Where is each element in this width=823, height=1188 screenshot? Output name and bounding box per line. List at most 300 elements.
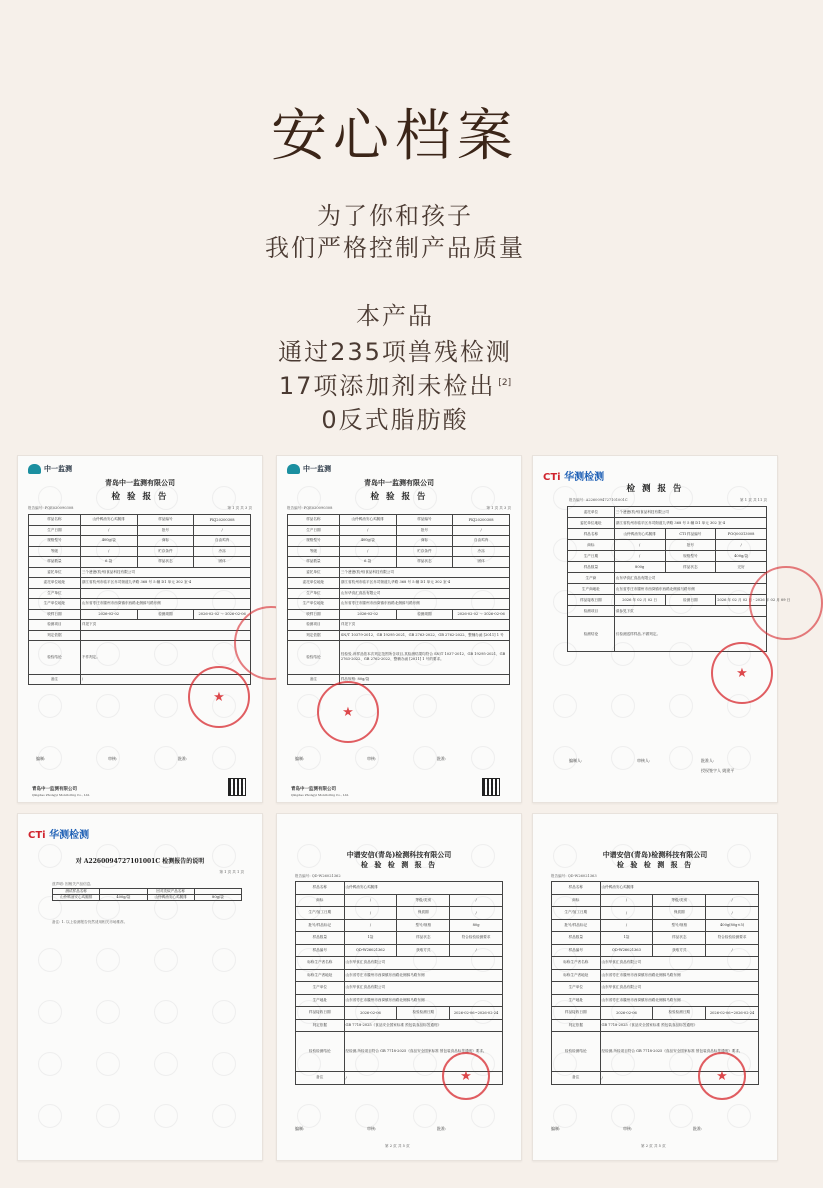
sign-label-compiled: 编制:: [551, 1126, 561, 1131]
table-value-cell: 山东华食汇食品有限公司: [600, 957, 758, 970]
table-value-cell: 详见下页: [80, 620, 250, 631]
table-row: [29, 546, 251, 557]
red-stamp-icon: [711, 642, 773, 704]
table-row: [288, 599, 510, 610]
table-label-cell: 等级: [29, 546, 81, 557]
watermark-icon: [154, 694, 178, 718]
table-value-cell: 800g: [614, 562, 665, 573]
table-label-cell: 样品接收日期: [552, 1007, 601, 1020]
table-label-cell: 批号: [137, 525, 194, 536]
statement-cell: 山伶鸭油安心鸡腿排: [53, 895, 100, 901]
statement-header: 回对类似产品名称: [147, 889, 194, 895]
table-value-cell: /: [706, 944, 759, 957]
watermark-icon: [669, 746, 693, 770]
footer-company-en: Qingdao Zhongyi Monitoring Co., Ltd.: [32, 793, 90, 797]
table-label-cell: 样品接收日期: [296, 1007, 345, 1020]
table-value-cell: /: [339, 546, 396, 557]
table-label-cell: 样品名称: [29, 515, 81, 526]
table-label-cell: 样品编号: [396, 515, 453, 526]
watermark-icon: [38, 694, 62, 718]
table-value-cell: QD-W26021363: [600, 944, 653, 957]
table-label-cell: 样品名称: [552, 882, 601, 895]
watermark-icon: [471, 746, 495, 770]
table-value-cell: 山东省枣庄市滕州市西岗镇东西路北侧薛马路东侧: [339, 599, 509, 610]
table-value-cell: /: [339, 525, 396, 536]
table-label-cell: 样品接收日期: [568, 595, 615, 606]
table-value-cell: 2026-02-02 ～ 2026-02-06: [194, 609, 251, 620]
table-row: [552, 957, 759, 970]
watermark-icon: [355, 1104, 379, 1128]
table-label-cell: 备注: [29, 674, 81, 685]
watermark-icon: [212, 1052, 236, 1076]
table-value-cell: 冷冻: [194, 546, 251, 557]
sign-label-approved: 批准:: [693, 1126, 703, 1131]
watermark-icon: [96, 948, 120, 972]
table-row: [296, 1019, 503, 1032]
report-page: 第 2 页 共 5 页: [641, 1144, 666, 1148]
watermark-icon: [669, 694, 693, 718]
watermark-icon: [727, 746, 751, 770]
qr-code-icon: [228, 778, 246, 796]
watermark-icon: [553, 694, 577, 718]
table-label-cell: 检验检测结论: [296, 1032, 345, 1072]
table-label-cell: 生产商地址: [568, 584, 615, 595]
table-row: [288, 578, 510, 589]
table-label-cell: 商标: [396, 536, 453, 547]
footer-company: 青岛中一监测有限公司: [32, 787, 77, 792]
table-row: [296, 894, 503, 907]
watermark-icon: [611, 694, 635, 718]
table-label-cell: 批号: [665, 540, 716, 551]
table-row: [296, 944, 503, 957]
table-label-cell: 批号: [396, 525, 453, 536]
red-stamp-icon: [698, 1052, 746, 1100]
table-row: [568, 507, 767, 518]
report-company: 青岛中一监测有限公司: [364, 478, 434, 487]
table-row: [296, 1007, 503, 1020]
watermark-icon: [154, 746, 178, 770]
table-value-cell: /: [450, 907, 503, 920]
watermark-icon: [611, 746, 635, 770]
table-label-cell: 委托单位地址: [568, 518, 615, 529]
table-label-cell: 样品状态: [396, 557, 453, 568]
table-row: [29, 525, 251, 536]
table-label-cell: 生产日期: [29, 525, 81, 536]
table-value-cell: /: [344, 907, 397, 920]
watermark-icon: [471, 1104, 495, 1128]
table-row: [568, 529, 767, 540]
table-value-cell: 6 袋: [80, 557, 137, 568]
table-value-cell: 2026-02-06: [344, 1007, 397, 1020]
table-value-cell: /: [600, 1072, 758, 1085]
table-value-cell: 浙江省杭州市临平区乔司街道九华路 368 号 5 幢 D1 单元 302 室-4: [614, 518, 766, 529]
table-row: [552, 882, 759, 895]
table-value-cell: 山伶鸭油安心鸡腿排: [339, 515, 396, 526]
red-stamp-icon: [442, 1052, 490, 1100]
table-label-cell: 等级/类别: [397, 894, 450, 907]
table-label-cell: 检测项目: [288, 620, 340, 631]
table-value-cell: 山东省枣庄市滕州市西岗镇东西路北侧薛马路东侧: [344, 994, 502, 1007]
table-value-cell: FKJ20200308: [453, 515, 510, 526]
table-value-cell: /: [600, 894, 653, 907]
table-value-cell: 400g/袋: [716, 551, 767, 562]
table-label-cell: 商标: [296, 894, 345, 907]
table-label-cell: 样品名称: [296, 882, 345, 895]
report-title: 检 验 检 测 报 告: [616, 860, 694, 869]
report-company: 中谱安信(青岛)检测科技有限公司: [602, 850, 708, 859]
table-row: [288, 674, 510, 685]
table-value-cell: /: [614, 551, 665, 562]
table-row: [29, 567, 251, 578]
table-label-cell: 生产单位地址: [288, 599, 340, 610]
report-number: 报告编号: FQE020090308: [287, 506, 333, 510]
watermark-icon: [96, 1104, 120, 1128]
table-label-cell: 判定依据: [552, 1019, 601, 1032]
claim-line-4: 0反式脂肪酸: [321, 406, 469, 434]
table-value-cell: 固体: [453, 557, 510, 568]
table-label-cell: 收样日期: [29, 609, 81, 620]
table-value-cell: 2026-02-02 ～ 2026-02-06: [453, 609, 510, 620]
table-label-cell: 委托单位地址: [288, 578, 340, 589]
statement-intro: 兹声明: 因相关产品信息,: [52, 882, 92, 886]
report-page: 第 1 页 共 11 页: [740, 498, 767, 502]
table-label-cell: 贮存条件: [137, 546, 194, 557]
table-label-cell: 委托单位: [568, 507, 615, 518]
table-label-cell: 样品编号: [296, 944, 345, 957]
report-title: 检 测 报 告: [626, 484, 684, 494]
report-number: 报告编号: FQE020090308: [28, 506, 74, 510]
statement-cell: 400g/袋: [100, 895, 147, 901]
table-value-cell: 详见下页: [339, 620, 509, 631]
watermark-icon: [96, 1052, 120, 1076]
watermark-icon: [38, 948, 62, 972]
table-label-cell: 检测项目: [29, 620, 81, 631]
sign-label-reviewed: 审核:: [623, 1126, 633, 1131]
table-value-cell: /: [706, 894, 759, 907]
table-value-cell: /: [614, 540, 665, 551]
table-label-cell: 判定依据: [29, 630, 81, 641]
watermark-icon: [297, 1104, 321, 1128]
table-row: [288, 536, 510, 547]
table-label-cell: 样品编号: [137, 515, 194, 526]
table-row: [29, 609, 251, 620]
report-company: 中谱安信(青岛)检测科技有限公司: [346, 850, 452, 859]
table-row: [288, 588, 510, 599]
watermark-icon: [154, 948, 178, 972]
table-label-cell: 备注: [552, 1072, 601, 1085]
watermark-icon: [38, 1104, 62, 1128]
cti-logo: CTi 华测检测: [28, 830, 90, 841]
table-label-cell: 样品名称: [568, 529, 615, 540]
sign-label-compiled: 编制:: [295, 756, 305, 761]
table-value-cell: /: [194, 525, 251, 536]
table-row: [552, 994, 759, 1007]
table-value-cell: GB 7718-2025《食品安全国家标准 预包装食品标签通则》: [344, 1019, 502, 1032]
table-label-cell: 样品数量: [552, 932, 601, 945]
watermark-icon: [727, 1104, 751, 1128]
table-label-cell: 样品数量: [296, 932, 345, 945]
statement-cell: 80g/袋: [194, 895, 241, 901]
table-row: [552, 982, 759, 995]
table-value-cell: 1袋: [344, 932, 397, 945]
table-value-cell: 山东省枣庄市滕州市西岗镇东西路北侧薛马路东侧: [600, 969, 758, 982]
table-value-cell: [80, 588, 250, 599]
approver-title: 授权签字人 姚建平: [701, 768, 735, 773]
table-row: [29, 536, 251, 547]
table-value-cell: 山东华食汇食品有限公司: [600, 982, 758, 995]
table-label-cell: 生产日期: [288, 525, 340, 536]
table-value-cell: /: [716, 540, 767, 551]
table-label-cell: 检验结论: [288, 641, 340, 675]
claim-line-3: [0, 366, 790, 401]
sign-label-reviewed: 审核:: [367, 1126, 377, 1131]
table-label-cell: 生产地址: [296, 994, 345, 1007]
table-row: [29, 630, 251, 641]
table-value-cell: 符合检验检测要求: [706, 932, 759, 945]
report-title: 检 验 报 告: [370, 492, 428, 502]
table-label-cell: 样品名称: [288, 515, 340, 526]
table-value-cell: 山伶鸭油安心鸡腿排: [80, 515, 137, 526]
table-label-cell: 样品状态: [653, 932, 706, 945]
table-row: [296, 994, 503, 1007]
table-value-cell: 400g(80g×5): [706, 919, 759, 932]
table-label-cell: 检测周期: [137, 609, 194, 620]
watermark-icon: [96, 694, 120, 718]
watermark-icon: [413, 746, 437, 770]
shield-logo-icon: [28, 464, 41, 474]
table-label-cell: 型号/规格: [653, 919, 706, 932]
report-table: [287, 514, 510, 685]
table-label-cell: 批号/样品标记: [296, 919, 345, 932]
table-row: [552, 907, 759, 920]
table-label-cell: 检验检测日期: [397, 1007, 450, 1020]
shield-logo-icon: [287, 464, 300, 474]
report-page: 第 1 页 共 3 页: [227, 506, 252, 510]
watermark-icon: [38, 1000, 62, 1024]
table-row: [29, 620, 251, 631]
table-label-cell: 规格型号: [29, 536, 81, 547]
table-value-cell: 山东华食汇食品有限公司: [344, 957, 502, 970]
table-label-cell: 等级: [288, 546, 340, 557]
table-row: [29, 578, 251, 589]
subtitle-line-2: 我们严格控制产品质量: [265, 234, 525, 262]
sign-label-approved: 批准人:: [701, 758, 715, 763]
table-label-cell: 检测结论: [568, 617, 615, 652]
table-label-cell: 判定依据: [296, 1019, 345, 1032]
table-label-cell: 检测日期: [665, 595, 716, 606]
table-value-cell: 自由鸡肉: [194, 536, 251, 547]
table-label-cell: 生产日期: [568, 551, 615, 562]
table-value-cell: 80g: [450, 919, 503, 932]
table-label-cell: 保质期: [653, 907, 706, 920]
table-value-cell: 样品规格: 80g/袋: [339, 674, 509, 685]
table-value-cell: 2026-02-06: [600, 1007, 653, 1020]
table-value-cell: 经检测,所检项目符合 GB 7718-2025《食品安全国家标准 预包装食品标签通则》要求。: [344, 1032, 502, 1072]
table-label-cell: 等级/类别: [653, 894, 706, 907]
table-row: [568, 595, 767, 606]
table-value-cell: 山东华食汇食品有限公司: [339, 588, 509, 599]
watermark-icon: [553, 1104, 577, 1128]
footer-company: 青岛中一监测有限公司: [291, 787, 336, 792]
watermark-icon: [154, 1052, 178, 1076]
table-value-cell: 山伶鸭油安心鸡腿排: [614, 529, 665, 540]
table-label-cell: CTI 样品编号: [665, 529, 716, 540]
watermark-icon: [413, 1104, 437, 1128]
table-row: [568, 540, 767, 551]
qr-code-icon: [482, 778, 500, 796]
table-value-cell: 山伶鸭油安心鸡腿排: [344, 882, 502, 895]
report-title: 检 验 报 告: [111, 492, 169, 502]
table-row: [552, 894, 759, 907]
sign-label-reviewed: 审核人:: [637, 758, 651, 763]
sign-label-compiled: 编制人:: [569, 758, 583, 763]
table-row: [296, 957, 503, 970]
table-row: [288, 515, 510, 526]
table-value-cell: 2026-02-02: [339, 609, 396, 620]
table-row: [29, 515, 251, 526]
watermark-icon: [38, 1052, 62, 1076]
zhongyi-logo: 中一监测: [28, 464, 72, 474]
table-label-cell: 生产地址: [552, 994, 601, 1007]
table-row: [288, 630, 510, 641]
table-value-cell: 山东省枣庄市滕州市西岗镇东西路北侧薛马路东侧: [600, 994, 758, 1007]
report-title: 检 验 检 测 报 告: [360, 860, 438, 869]
table-value-cell: [80, 630, 250, 641]
table-label-cell: 委托单位: [29, 567, 81, 578]
watermark-icon: [212, 1000, 236, 1024]
table-row: [568, 584, 767, 595]
table-value-cell: 400g/袋: [339, 536, 396, 547]
table-row: [29, 557, 251, 568]
table-row: [288, 609, 510, 620]
sign-label-approved: 批准:: [178, 756, 188, 761]
statement-note: 备注: 1. 以上检测报告仍然适用相关市场推荐。: [52, 920, 128, 924]
table-row: [552, 919, 759, 932]
table-row: [288, 567, 510, 578]
table-value-cell: 2026-02-06~2026-02-24: [450, 1007, 503, 1020]
table-value-cell: /: [344, 894, 397, 907]
claim-line-2: 通过235项兽残检测: [278, 338, 512, 366]
claim-line-3-text: 17项添加剂未检出: [278, 372, 496, 400]
table-row: [296, 882, 503, 895]
red-stamp-icon: [188, 666, 250, 728]
table-value-cell: FKJ20200308: [194, 515, 251, 526]
table-label-cell: 贮存条件: [396, 546, 453, 557]
report-card-6: [532, 813, 778, 1161]
table-value-cell: 浙江省杭州市临平区乔司街道九华路 368 号 5 幢 D1 单元 302 室-4: [80, 578, 250, 589]
table-value-cell: /: [600, 907, 653, 920]
table-label-cell: 生产单位: [288, 588, 340, 599]
report-number: 报告编号: A2260094727101001C: [569, 498, 628, 502]
table-label-cell: 生产单位地址: [29, 599, 81, 610]
report-number: 报告编号: QD-W26021363: [551, 874, 597, 878]
table-value-cell: /: [706, 907, 759, 920]
sign-label-approved: 批准:: [437, 756, 447, 761]
table-row: [296, 932, 503, 945]
watermark-icon: [471, 694, 495, 718]
table-label-cell: 商标: [568, 540, 615, 551]
sign-label-compiled: 编制:: [36, 756, 46, 761]
subtitle-line-1: 为了你和孩子: [317, 202, 473, 230]
table-label-cell: 生产单位: [296, 982, 345, 995]
table-value-cell: 山东省枣庄市滕州市西岗镇东西路北侧薛马路东侧: [614, 584, 766, 595]
cti-logo: CTi 华测检测: [543, 472, 605, 483]
report-company: 青岛中一监测有限公司: [105, 478, 175, 487]
table-value-cell: SN/T 10379-2012、GB 19295-2021、GB 2763-2022、GB 2762-2022、整桶办函 [2011] 1 号: [339, 630, 509, 641]
table-label-cell: 检测项目: [568, 606, 615, 617]
table-row: [296, 907, 503, 920]
sign-label-reviewed: 审核:: [108, 756, 118, 761]
table-label-cell: 样品编号: [552, 944, 601, 957]
report-card-2: [276, 455, 522, 803]
table-label-cell: 生产单位: [552, 982, 601, 995]
watermark-icon: [154, 1000, 178, 1024]
table-value-cell: 三个爸爸(杭州)食品科技有限公司: [339, 567, 509, 578]
table-value-cell: /: [80, 525, 137, 536]
table-value-cell: 完好: [716, 562, 767, 573]
table-value-cell: 2026-02-06~2026-02-24: [706, 1007, 759, 1020]
table-label-cell: 商标: [552, 894, 601, 907]
report-page: 第 1 页 共 1 页: [219, 870, 244, 874]
table-value-cell: 山东华食汇食品有限公司: [614, 573, 766, 584]
report-page: 第 1 页 共 3 页: [486, 506, 511, 510]
table-label-cell: 委托单位: [288, 567, 340, 578]
table-value-cell: QD-W26021362: [344, 944, 397, 957]
table-label-cell: 标称生产者名称: [296, 957, 345, 970]
table-value-cell: /: [450, 894, 503, 907]
table-label-cell: 检验结论: [29, 641, 81, 675]
report-number: 报告编号: QD-W26021362: [295, 874, 341, 878]
table-row: [552, 1007, 759, 1020]
table-value-cell: 2026-02-02: [80, 609, 137, 620]
table-label-cell: 检测周期: [396, 609, 453, 620]
zhongyi-logo: 中一监测: [287, 464, 331, 474]
table-value-cell: /: [344, 919, 397, 932]
report-card-1: [17, 455, 263, 803]
table-value-cell: 400g/袋: [80, 536, 137, 547]
table-label-cell: 样品状态: [665, 562, 716, 573]
report-card-4: [17, 813, 263, 1161]
watermark-icon: [212, 1104, 236, 1128]
table-value-cell: 山东省枣庄市滕州市西岗镇东西路北侧薛马路东侧: [344, 969, 502, 982]
table-value-cell: /: [80, 546, 137, 557]
report-card-5: [276, 813, 522, 1161]
table-row: [552, 932, 759, 945]
table-value-cell: 仅检测送样样品,不做判定。: [614, 617, 766, 652]
table-value-cell: 经检测,所检项目符合 GB 7718-2025《食品安全国家标准 预包装食品标签通则》要求。: [600, 1032, 758, 1072]
table-value-cell: 6 袋: [339, 557, 396, 568]
statement-cell: 山伶鸭油安心鸡腿排: [147, 895, 194, 901]
table-label-cell: 收样日期: [288, 609, 340, 620]
red-stamp-icon: [317, 681, 379, 743]
table-value-cell: /: [80, 674, 250, 685]
table-label-cell: 样品状态: [137, 557, 194, 568]
table-row: [568, 606, 767, 617]
red-stamp-edge-icon: [749, 566, 823, 640]
watermark-icon: [212, 746, 236, 770]
table-value-cell: 不作判定。: [80, 641, 250, 675]
table-label-cell: 委托单位地址: [29, 578, 81, 589]
table-label-cell: 样品数量: [288, 557, 340, 568]
table-label-cell: 检验检测结论: [552, 1032, 601, 1072]
table-label-cell: 型号/规格: [397, 919, 450, 932]
sign-label-compiled: 编制:: [295, 1126, 305, 1131]
table-value-cell: 自由鸡肉: [453, 536, 510, 547]
table-row: [568, 562, 767, 573]
table-row: [552, 969, 759, 982]
watermark-icon: [96, 1000, 120, 1024]
table-value-cell: 浙江省杭州市临平区乔司街道九华路 368 号 5 幢 D1 单元 302 室-4: [339, 578, 509, 589]
